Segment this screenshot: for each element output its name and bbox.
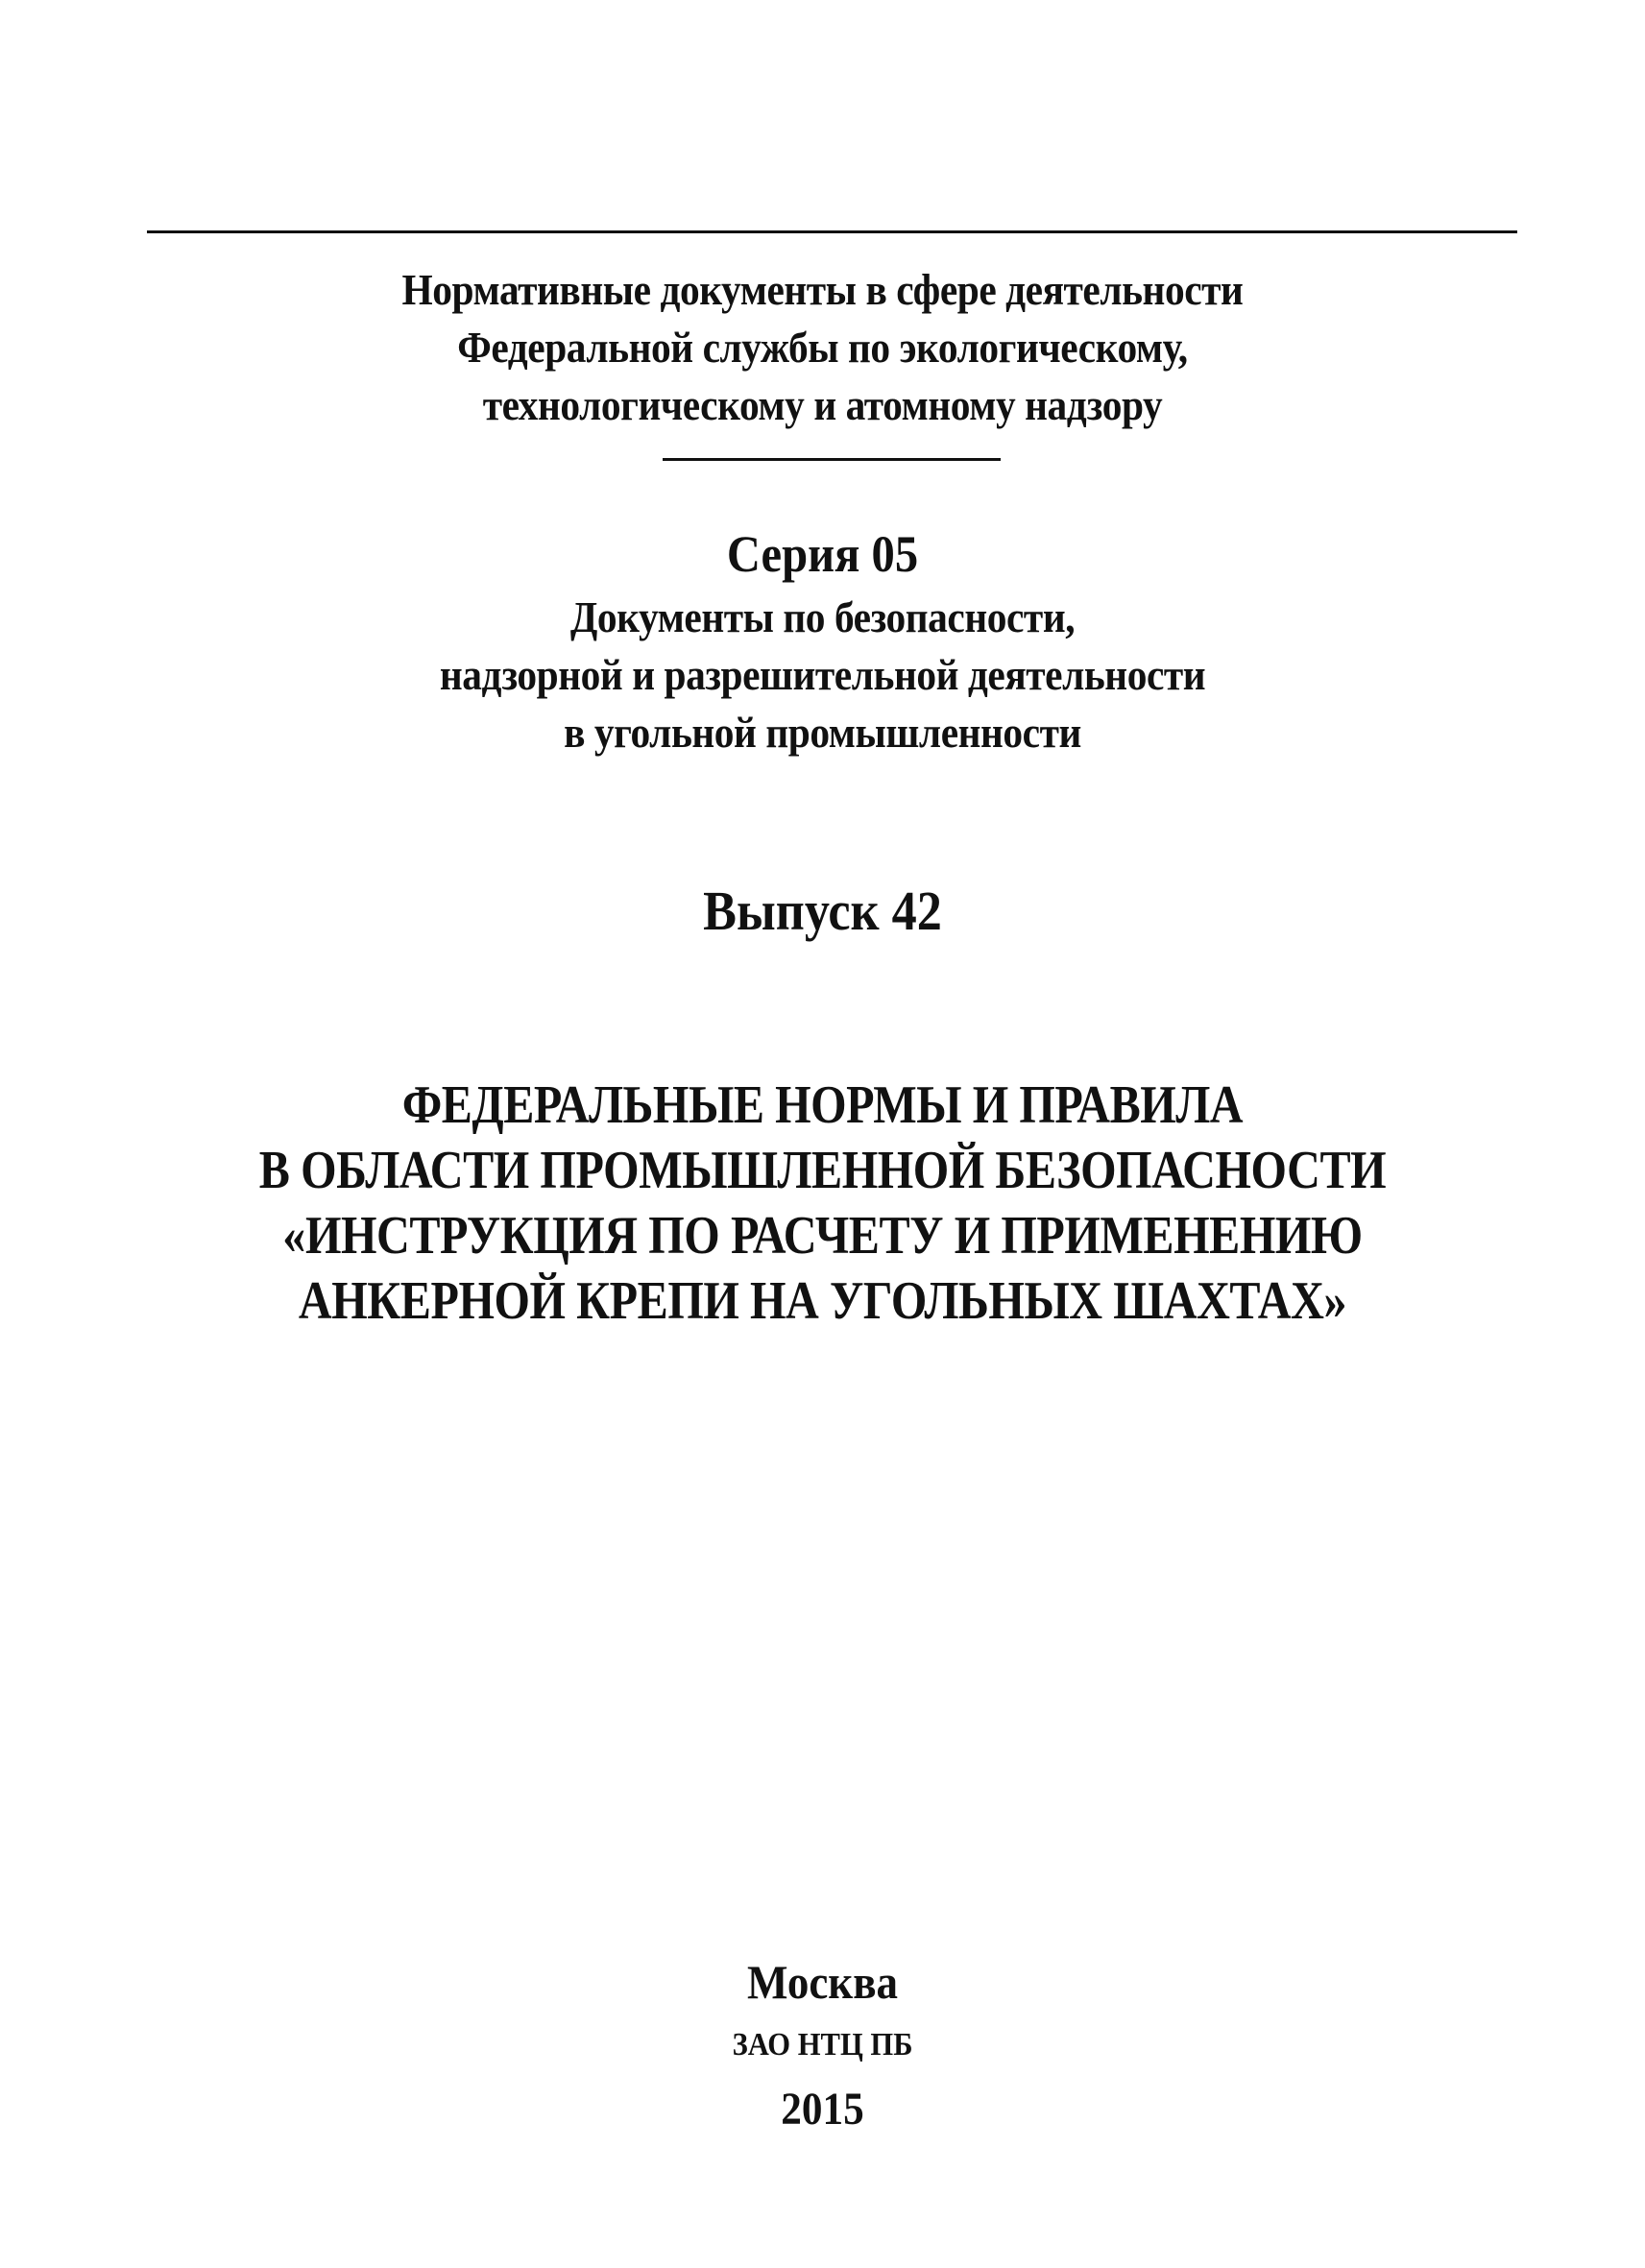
publication-year: 2015	[781, 2084, 864, 2135]
series-title	[83, 520, 1563, 588]
agency-header-line: Нормативные документы в сфере деятельности	[401, 265, 1244, 314]
series-description-line: Документы по безопасности,	[569, 592, 1076, 641]
imprint-publisher	[83, 2022, 1563, 2068]
agency-header	[83, 261, 1563, 434]
agency-header-line: технологическому и атомному надзору	[482, 380, 1163, 429]
series-description-line: в угольной промышленности	[564, 708, 1081, 757]
top-rule	[147, 230, 1517, 233]
issue-number	[83, 878, 1563, 945]
document-title-line: «ИНСТРУКЦИЯ ПО РАСЧЕТУ И ПРИМЕНЕНИЮ	[282, 1206, 1363, 1266]
series-number: Серия 05	[726, 525, 919, 583]
document-title	[115, 1073, 1530, 1334]
document-title-line: В ОБЛАСТИ ПРОМЫШЛЕННОЙ БЕЗОПАСНОСТИ	[258, 1141, 1387, 1200]
series-description	[83, 589, 1563, 761]
issue-label: Выпуск 42	[703, 880, 942, 942]
imprint-city	[83, 1951, 1563, 2013]
city-name: Москва	[746, 1955, 899, 2009]
agency-header-line: Федеральной службы по экологическому,	[457, 323, 1188, 372]
imprint-year	[83, 2080, 1563, 2139]
document-title-line: АНКЕРНОЙ КРЕПИ НА УГОЛЬНЫХ ШАХТАХ»	[298, 1271, 1347, 1331]
document-title-line: ФЕДЕРАЛЬНЫЕ НОРМЫ И ПРАВИЛА	[401, 1075, 1244, 1135]
series-description-line: надзорной и разрешительной деятельности	[439, 650, 1206, 699]
header-divider	[663, 458, 1001, 461]
publisher-name: ЗАО НТЦ ПБ	[732, 2027, 913, 2063]
